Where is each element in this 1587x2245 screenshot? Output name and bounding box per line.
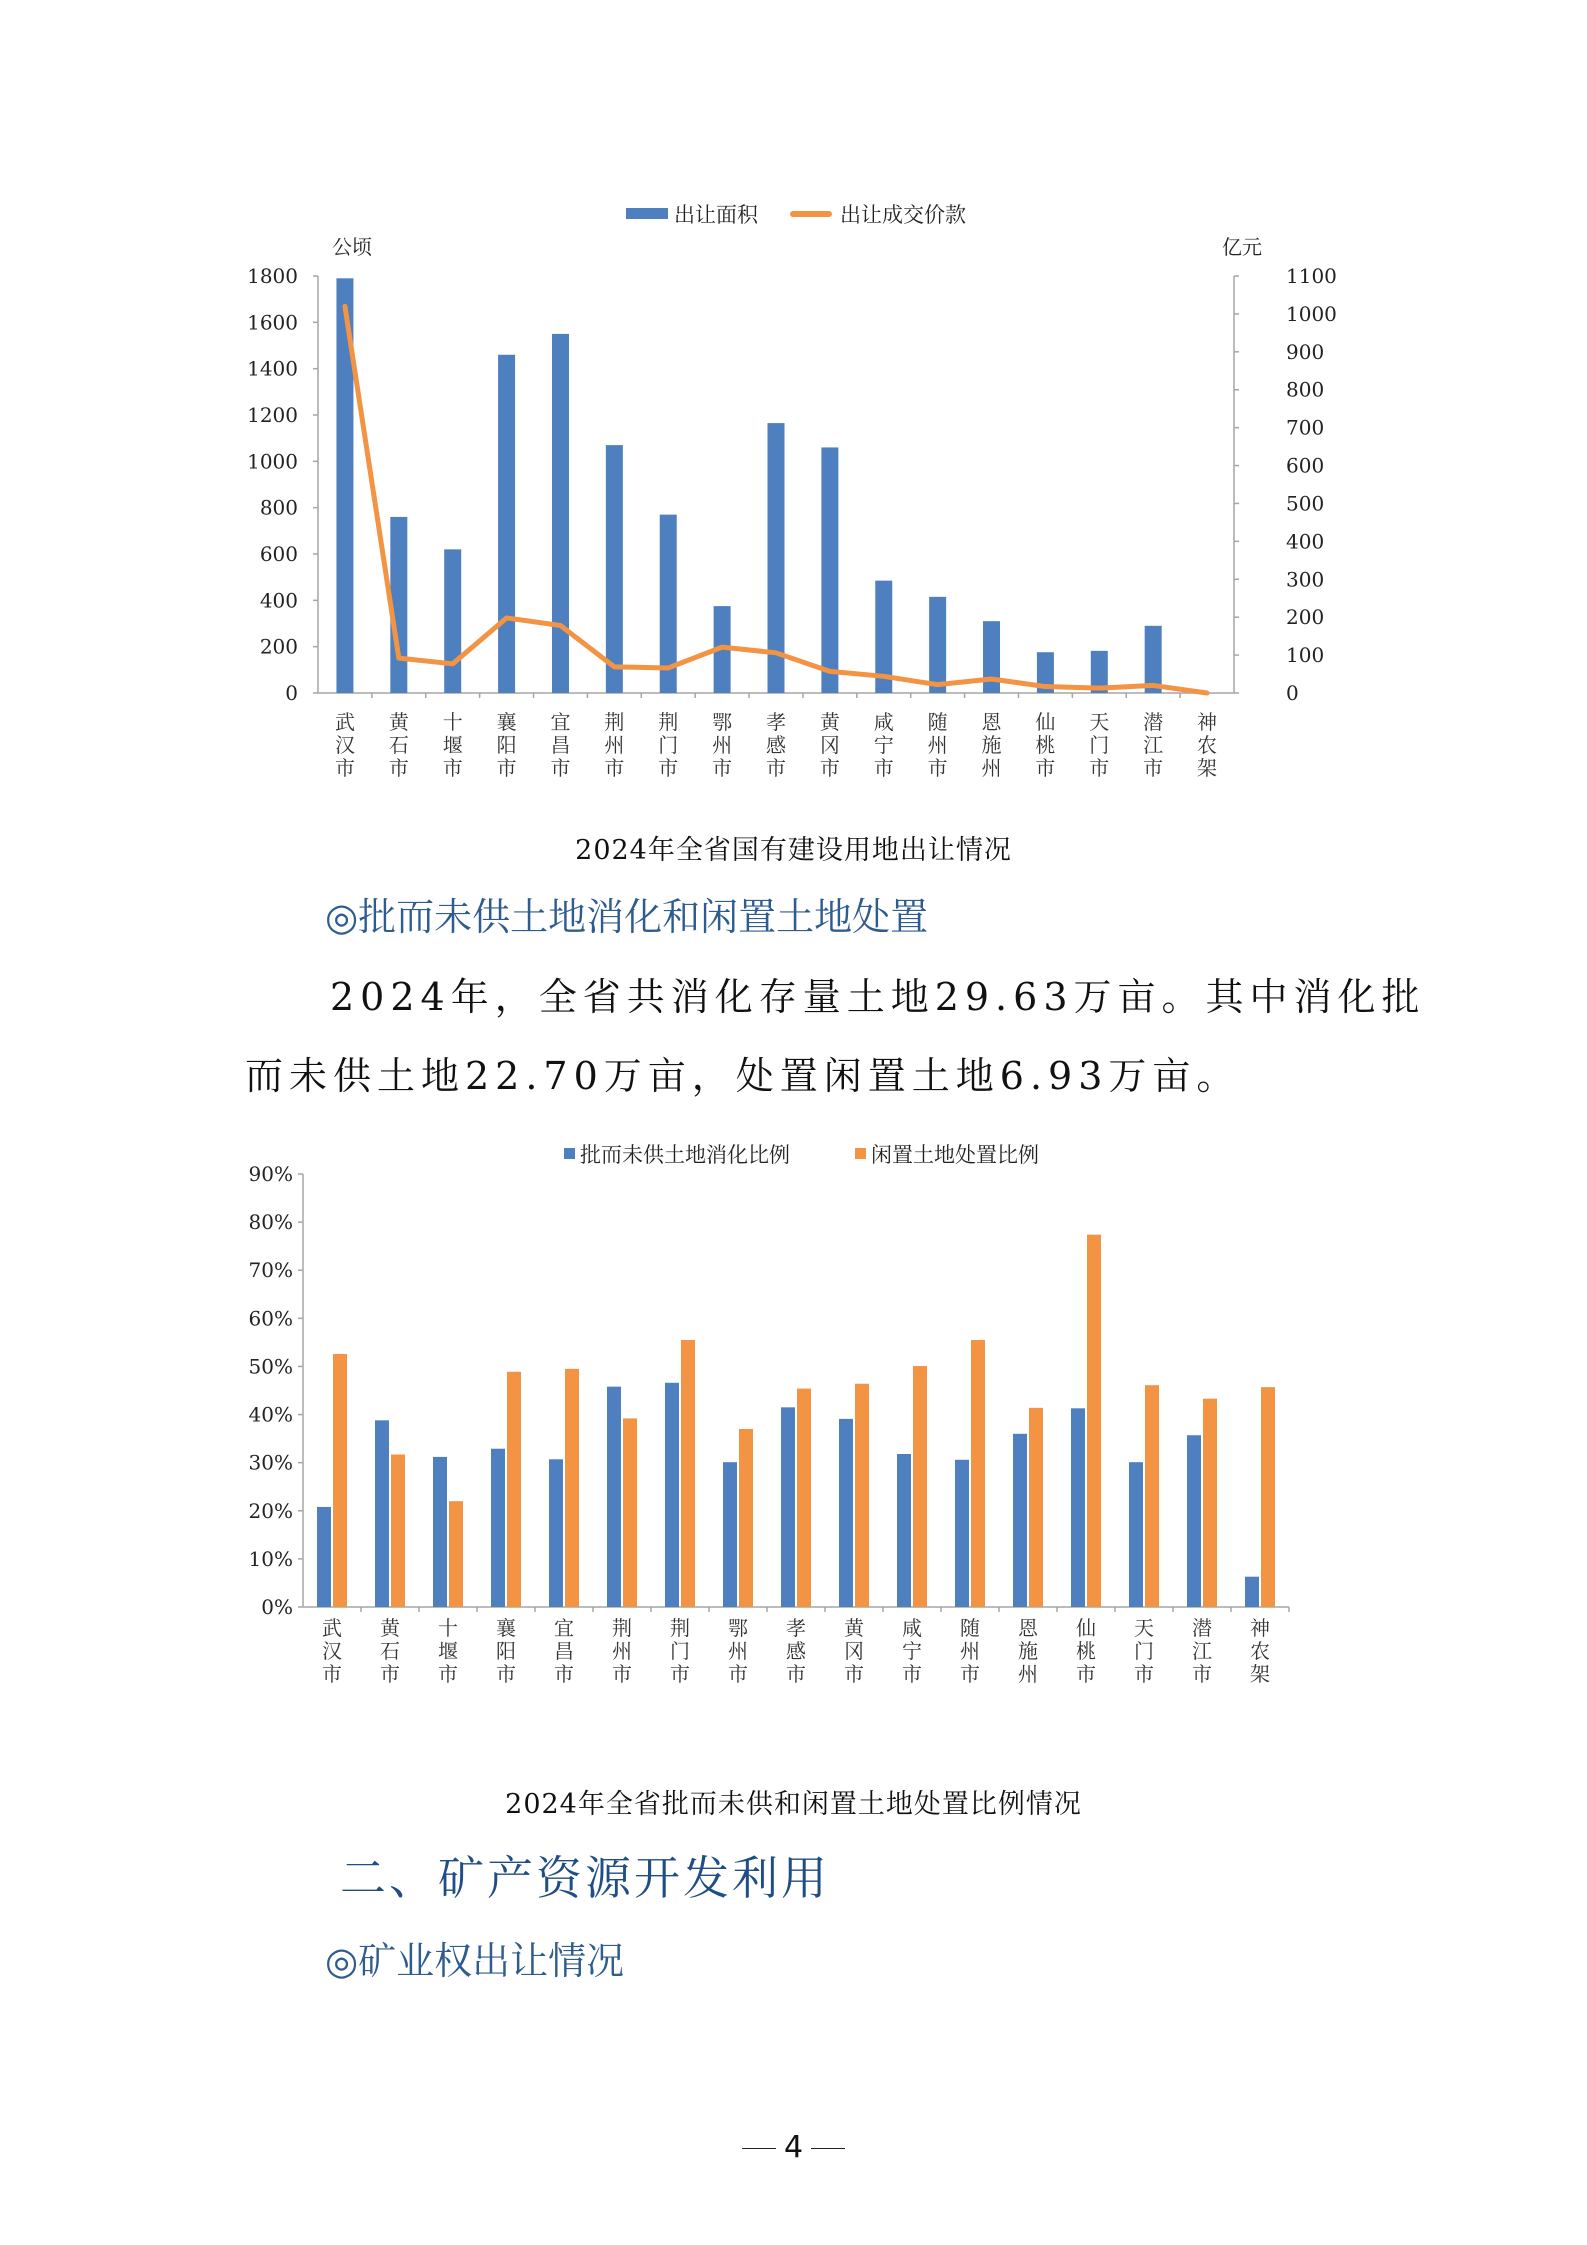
left-axis-unit: 公顷 <box>332 235 372 259</box>
bar-digestion-ratio <box>723 1462 737 1607</box>
chart2-x-labels <box>322 1616 1270 1686</box>
y-tick-label: 70% <box>248 1258 293 1283</box>
bar-idle-disposal-ratio <box>797 1389 811 1607</box>
x-tick-label: 州 <box>960 1639 980 1663</box>
x-tick-label: 黄 <box>844 1616 864 1640</box>
x-tick-label: 神 <box>1250 1616 1270 1640</box>
x-tick-label: 市 <box>496 756 517 780</box>
x-tick-label: 冈 <box>819 733 840 757</box>
x-tick-label: 桃 <box>1076 1639 1096 1663</box>
x-tick-label: 架 <box>1250 1662 1270 1686</box>
y-tick-label: 60% <box>248 1306 293 1331</box>
bar-digestion-ratio <box>549 1459 563 1607</box>
section-heading-land-digestion: ◎批而未供土地消化和闲置土地处置 <box>325 895 929 939</box>
x-tick-label: 荆 <box>658 710 679 734</box>
legend-bar-swatch-icon <box>626 208 668 219</box>
x-tick-label: 市 <box>442 756 463 780</box>
x-tick-label: 市 <box>550 756 571 780</box>
x-tick-label: 州 <box>728 1639 748 1663</box>
x-tick-label: 州 <box>712 733 733 757</box>
x-tick-label: 桃 <box>1035 733 1056 757</box>
left-tick-label: 1800 <box>247 264 298 288</box>
x-tick-label: 江 <box>1143 733 1164 757</box>
left-tick-label: 800 <box>259 495 298 520</box>
chart1-legend <box>626 203 966 227</box>
bar-digestion-ratio <box>1071 1408 1085 1607</box>
legend-blue-swatch-icon <box>564 1148 575 1159</box>
x-tick-label: 感 <box>786 1639 806 1663</box>
paragraph-line-2: 而未供土地22.70万亩，处置闲置土地6.93万亩。 <box>245 1054 1241 1098</box>
left-tick-label: 0 <box>285 681 298 705</box>
x-tick-label: 门 <box>1134 1639 1154 1663</box>
x-tick-label: 市 <box>960 1662 980 1686</box>
y-tick-label: 80% <box>248 1210 293 1235</box>
x-tick-label: 恩 <box>1018 1616 1038 1640</box>
legend-orange-label: 闲置土地处置比例 <box>871 1143 1039 1167</box>
bar-area <box>498 355 515 693</box>
x-tick-label: 咸 <box>873 710 894 734</box>
bar-digestion-ratio <box>955 1460 969 1607</box>
chart1-x-labels <box>335 710 1217 780</box>
bar-digestion-ratio <box>665 1383 679 1607</box>
x-tick-label: 堰 <box>442 733 463 757</box>
x-tick-label: 荆 <box>612 1616 632 1640</box>
right-axis-unit: 亿元 <box>1222 235 1262 259</box>
x-tick-label: 市 <box>927 756 948 780</box>
x-tick-label: 市 <box>554 1662 574 1686</box>
x-tick-label: 潜 <box>1143 710 1164 734</box>
x-tick-label: 市 <box>1089 756 1110 780</box>
x-tick-label: 孝 <box>766 710 786 734</box>
x-tick-label: 襄 <box>496 1616 516 1640</box>
bar-digestion-ratio <box>1129 1462 1143 1607</box>
x-tick-label: 武 <box>322 1616 342 1640</box>
x-tick-label: 仙 <box>1035 710 1056 734</box>
section-heading-mining-rights: ◎矿业权出让情况 <box>325 1939 625 1983</box>
x-tick-label: 昌 <box>554 1639 574 1663</box>
chart2-bars <box>317 1235 1275 1607</box>
left-tick-label: 1600 <box>247 310 298 335</box>
y-tick-label: 90% <box>248 1162 293 1186</box>
x-tick-label: 堰 <box>438 1639 458 1663</box>
x-tick-label: 石 <box>380 1639 400 1663</box>
x-tick-label: 神 <box>1197 710 1218 734</box>
x-tick-label: 市 <box>1192 1662 1212 1686</box>
bar-area <box>606 445 623 693</box>
x-tick-label: 汉 <box>334 733 355 757</box>
chart-land-transfer <box>0 0 1587 820</box>
x-tick-label: 荆 <box>670 1616 690 1640</box>
bar-digestion-ratio <box>1245 1577 1259 1607</box>
right-tick-label: 800 <box>1286 377 1325 402</box>
bar-idle-disposal-ratio <box>681 1340 695 1607</box>
bar-idle-disposal-ratio <box>507 1372 521 1607</box>
chart2-plot <box>0 1120 1587 1720</box>
bar-idle-disposal-ratio <box>1087 1235 1101 1607</box>
x-tick-label: 潜 <box>1192 1616 1212 1640</box>
x-tick-label: 市 <box>1134 1662 1154 1686</box>
x-tick-label: 天 <box>1089 710 1110 734</box>
right-tick-label: 900 <box>1286 339 1325 364</box>
x-tick-label: 农 <box>1197 733 1218 757</box>
x-tick-label: 昌 <box>550 733 571 757</box>
x-tick-label: 黄 <box>819 710 840 734</box>
x-tick-label: 市 <box>786 1662 806 1686</box>
right-tick-label: 200 <box>1286 605 1325 630</box>
bar-idle-disposal-ratio <box>971 1340 985 1607</box>
x-tick-label: 市 <box>658 756 679 780</box>
x-tick-label: 鄂 <box>712 710 733 734</box>
x-tick-label: 市 <box>334 756 355 780</box>
bar-digestion-ratio <box>375 1420 389 1607</box>
x-tick-label: 州 <box>612 1639 632 1663</box>
x-tick-label: 市 <box>819 756 840 780</box>
bar-digestion-ratio <box>1013 1434 1027 1607</box>
chapter-heading-mineral: 二、矿产资源开发利用 <box>340 1851 830 1905</box>
x-tick-label: 宁 <box>873 733 894 757</box>
x-tick-label: 宜 <box>554 1616 574 1640</box>
bar-digestion-ratio <box>317 1507 331 1607</box>
x-tick-label: 市 <box>873 756 894 780</box>
x-tick-label: 施 <box>981 733 1002 757</box>
y-tick-label: 0% <box>261 1595 293 1619</box>
right-tick-label: 400 <box>1286 529 1325 554</box>
x-tick-label: 恩 <box>981 710 1002 734</box>
bar-digestion-ratio <box>607 1387 621 1607</box>
bar-area <box>444 549 461 693</box>
x-tick-label: 孝 <box>786 1616 806 1640</box>
page-number-value: 4 <box>783 2130 804 2165</box>
x-tick-label: 市 <box>766 756 786 780</box>
y-tick-label: 40% <box>248 1402 293 1427</box>
bar-idle-disposal-ratio <box>1261 1387 1275 1607</box>
bar-idle-disposal-ratio <box>449 1501 463 1607</box>
x-tick-label: 市 <box>388 756 409 780</box>
left-tick-label: 1200 <box>247 403 298 427</box>
chart2-legend <box>564 1143 1039 1167</box>
x-tick-label: 冈 <box>844 1639 864 1663</box>
right-tick-label: 600 <box>1286 453 1325 478</box>
y-tick-label: 30% <box>248 1450 293 1475</box>
x-tick-label: 鄂 <box>728 1616 748 1640</box>
x-tick-label: 施 <box>1018 1639 1038 1663</box>
x-tick-label: 市 <box>1035 756 1056 780</box>
chart1-axes <box>247 264 1337 705</box>
bar-digestion-ratio <box>781 1407 795 1607</box>
bar-idle-disposal-ratio <box>391 1454 405 1607</box>
bar-idle-disposal-ratio <box>855 1384 869 1607</box>
x-tick-label: 仙 <box>1076 1616 1096 1640</box>
left-tick-label: 200 <box>259 634 298 659</box>
page-number <box>0 2130 1587 2165</box>
x-tick-label: 州 <box>981 756 1002 780</box>
paragraph-line-1: 2024年，全省共消化存量土地29.63万亩。其中消化批 <box>330 975 1426 1019</box>
x-tick-label: 架 <box>1197 756 1218 780</box>
left-tick-label: 600 <box>259 542 298 566</box>
chart-land-disposal-ratio <box>0 1120 1587 1720</box>
bar-area <box>552 334 569 693</box>
bar-idle-disposal-ratio <box>565 1369 579 1607</box>
legend-line-swatch-icon <box>790 211 832 217</box>
chart2-caption: 2024年全省批而未供和闲置土地处置比例情况 <box>505 1789 1082 1820</box>
x-tick-label: 宁 <box>902 1639 922 1663</box>
x-tick-label: 荆 <box>604 710 625 734</box>
x-tick-label: 咸 <box>902 1616 922 1640</box>
bar-idle-disposal-ratio <box>1203 1399 1217 1607</box>
left-tick-label: 1000 <box>247 449 298 474</box>
x-tick-label: 随 <box>960 1616 980 1640</box>
bar-digestion-ratio <box>491 1449 505 1607</box>
dash-left <box>742 2148 776 2149</box>
x-tick-label: 市 <box>670 1662 690 1686</box>
y-tick-label: 10% <box>248 1546 293 1571</box>
left-tick-label: 400 <box>259 588 298 613</box>
x-tick-label: 农 <box>1250 1639 1270 1663</box>
bar-digestion-ratio <box>433 1457 447 1607</box>
bar-idle-disposal-ratio <box>913 1366 927 1607</box>
x-tick-label: 石 <box>388 733 409 757</box>
x-tick-label: 市 <box>902 1662 922 1686</box>
x-tick-label: 市 <box>604 756 625 780</box>
x-tick-label: 市 <box>1143 756 1164 780</box>
x-tick-label: 十 <box>438 1616 458 1640</box>
bar-digestion-ratio <box>839 1419 853 1607</box>
bar-idle-disposal-ratio <box>1145 1385 1159 1607</box>
right-tick-label: 1100 <box>1286 264 1337 288</box>
x-tick-label: 市 <box>380 1662 400 1686</box>
right-tick-label: 1000 <box>1286 301 1337 326</box>
x-tick-label: 黄 <box>380 1616 400 1640</box>
dash-right <box>811 2148 845 2149</box>
x-tick-label: 市 <box>712 756 733 780</box>
x-tick-label: 宜 <box>550 710 571 734</box>
bar-area <box>821 447 838 693</box>
bar-area <box>929 597 946 693</box>
y-tick-label: 20% <box>248 1498 293 1523</box>
x-tick-label: 十 <box>442 710 463 734</box>
x-tick-label: 市 <box>438 1662 458 1686</box>
legend-bar-label: 出让面积 <box>674 203 758 227</box>
chart1-bars <box>336 278 1161 693</box>
x-tick-label: 汉 <box>322 1639 342 1663</box>
right-tick-label: 0 <box>1286 681 1299 705</box>
x-tick-label: 武 <box>334 710 355 734</box>
bar-idle-disposal-ratio <box>623 1418 637 1607</box>
bar-idle-disposal-ratio <box>739 1429 753 1607</box>
right-tick-label: 100 <box>1286 643 1325 668</box>
x-tick-label: 州 <box>1018 1662 1038 1686</box>
x-tick-label: 市 <box>1076 1662 1096 1686</box>
x-tick-label: 江 <box>1192 1639 1212 1663</box>
x-tick-label: 市 <box>844 1662 864 1686</box>
x-tick-label: 门 <box>1089 733 1110 757</box>
y-tick-label: 50% <box>248 1354 293 1379</box>
x-tick-label: 市 <box>612 1662 632 1686</box>
x-tick-label: 州 <box>927 733 948 757</box>
chart1-plot <box>0 0 1587 820</box>
x-tick-label: 天 <box>1134 1616 1154 1640</box>
right-tick-label: 700 <box>1286 415 1325 440</box>
right-tick-label: 500 <box>1286 491 1325 516</box>
x-tick-label: 襄 <box>496 710 517 734</box>
x-tick-label: 阳 <box>496 733 517 757</box>
right-tick-label: 300 <box>1286 567 1325 592</box>
x-tick-label: 门 <box>658 733 679 757</box>
x-tick-label: 感 <box>766 733 786 757</box>
x-tick-label: 随 <box>927 710 948 734</box>
bar-digestion-ratio <box>897 1454 911 1607</box>
bar-idle-disposal-ratio <box>333 1354 347 1607</box>
legend-orange-swatch-icon <box>855 1148 866 1159</box>
x-tick-label: 黄 <box>388 710 409 734</box>
x-tick-label: 门 <box>670 1639 690 1663</box>
legend-line-label: 出让成交价款 <box>840 203 966 227</box>
left-tick-label: 1400 <box>247 356 298 381</box>
chart1-caption: 2024年全省国有建设用地出让情况 <box>575 835 1012 866</box>
x-tick-label: 州 <box>604 733 625 757</box>
x-tick-label: 阳 <box>496 1639 516 1663</box>
x-tick-label: 市 <box>728 1662 748 1686</box>
bar-digestion-ratio <box>1187 1435 1201 1607</box>
x-tick-label: 市 <box>496 1662 516 1686</box>
x-tick-label: 市 <box>322 1662 342 1686</box>
legend-blue-label: 批而未供土地消化比例 <box>580 1143 790 1167</box>
bar-idle-disposal-ratio <box>1029 1408 1043 1607</box>
